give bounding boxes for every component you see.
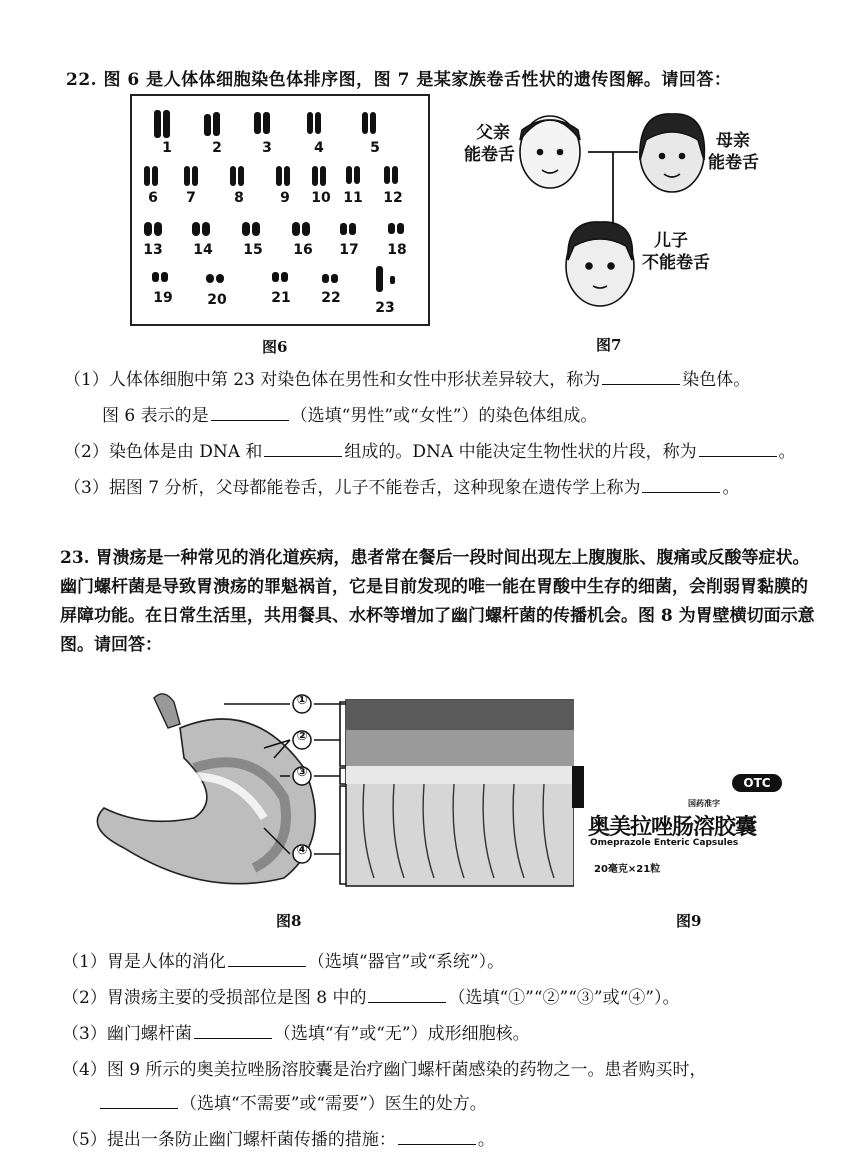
q23-sub4-cont: （选填“不需要”或“需要”）医生的处方。 [98, 1092, 487, 1116]
chromosome-label: 16 [293, 242, 313, 258]
chromosome-label: 12 [383, 190, 403, 206]
marker-2: ② [296, 729, 308, 744]
chromosome-label: 19 [153, 290, 173, 306]
figure-8-caption: 图8 [276, 912, 302, 930]
answer-blank[interactable] [264, 440, 342, 457]
chromosome-label: 1 [162, 140, 172, 156]
q23-sub1: （1）胃是人体的消化 （选填“器官”或“系统”）。 [62, 952, 505, 972]
q22-header: 22. 图 6 是人体体细胞染色体排序图，图 7 是某家族卷舌性状的遗传图解。请回答： [66, 70, 732, 90]
q23-sub3: （3）幽门螺杆菌 （选填“有”或“无”）成形细胞核。 [62, 1024, 530, 1044]
chromosome-label: 3 [262, 140, 272, 156]
chromosome-label: 10 [311, 190, 331, 206]
q22-sub1: （1）人体体细胞中第 23 对染色体在男性和女性中形状差异较大，称为 染色体。 [64, 370, 751, 390]
package-bar [572, 766, 584, 808]
figure-9-caption: 图9 [676, 912, 702, 930]
q22-sub1-cont: 图 6 表示的是 （选填“男性”或“女性”）的染色体组成。 [102, 406, 598, 426]
son-label: 儿子 不能卷舌 [642, 231, 710, 273]
chromosome-label: 23 [375, 300, 395, 316]
answer-blank[interactable] [228, 950, 306, 967]
answer-blank[interactable] [398, 1128, 476, 1145]
answer-blank[interactable] [211, 404, 289, 421]
drug-name-cn: 奥美拉唑肠溶胶囊 [588, 815, 757, 840]
figure-7-caption: 图7 [596, 336, 622, 354]
chromosome-label: 4 [314, 140, 324, 156]
chromosome-label: 5 [370, 140, 380, 156]
mother-label: 母亲 能卷舌 [708, 131, 759, 173]
marker-3: ③ [296, 765, 308, 780]
chromosome-label: 7 [186, 190, 196, 206]
q22-sub3: （3）据图 7 分析，父母都能卷舌，儿子不能卷舌，这种现象在遗传学上称为 。 [64, 478, 740, 498]
chromosome-label: 8 [234, 190, 244, 206]
drug-spec: 20毫克×21粒 [594, 864, 661, 875]
figure-9-drug-package [572, 760, 802, 880]
drug-approval-text: 国药准字 [688, 799, 720, 808]
chromosome-label: 2 [212, 140, 222, 156]
father-label: 父亲 能卷舌 [464, 123, 515, 165]
marker-1: ① [296, 693, 308, 708]
drug-name-en: Omeprazole Enteric Capsules [590, 838, 739, 848]
answer-blank[interactable] [699, 440, 777, 457]
q23-sub5: （5）提出一条防止幽门螺杆菌传播的措施： 。 [62, 1130, 495, 1150]
chromosome-label: 13 [143, 242, 163, 258]
figure-8-stomach-wall [84, 688, 574, 888]
answer-blank[interactable] [194, 1022, 272, 1039]
chromosome-label: 15 [243, 242, 263, 258]
answer-blank[interactable] [100, 1092, 178, 1109]
q23-sub2: （2）胃溃疡主要的受损部位是图 8 中的 （选填“①”“②”“③”或“④”）。 [62, 988, 680, 1008]
son-face-icon [566, 222, 634, 306]
father-face-icon [520, 116, 580, 188]
marker-4: ④ [296, 843, 308, 858]
figure-6-karyotype [130, 94, 430, 326]
chromosome-label: 20 [207, 292, 227, 308]
answer-blank[interactable] [602, 368, 680, 385]
otc-badge: OTC [732, 774, 782, 792]
chromosome-label: 14 [193, 242, 213, 258]
q23-sub4: （4）图 9 所示的奥美拉唑肠溶胶囊是治疗幽门螺杆菌感染的药物之一。患者购买时， [62, 1060, 707, 1080]
answer-blank[interactable] [642, 476, 720, 493]
figure-7-pedigree [450, 100, 790, 340]
chromosome-label: 21 [271, 290, 291, 306]
chromosome-label: 11 [343, 190, 363, 206]
figure-6-caption: 图6 [262, 338, 288, 356]
chromosome-label: 6 [148, 190, 158, 206]
q23-intro: 23. 胃溃疡是一种常见的消化道疾病，患者常在餐后一段时间出现左上腹腹胀、腹痛或反酸等症状。幽门螺杆菌是导致胃溃疡的罪魁祸首，它是目前发现的唯一能在胃酸中生存的细菌，会削弱胃黏膜的屏障功能。在日常生活里，共用餐具、水杯等增加了幽门螺杆菌的传播机会。图 8 为胃壁横切面示意图。请回答： [60, 548, 815, 655]
chromosome-label: 17 [339, 242, 359, 258]
chromosome-label: 18 [387, 242, 407, 258]
q22-sub2: （2）染色体是由 DNA 和 组成的。DNA 中能决定生物性状的片段，称为 。 [64, 442, 796, 462]
mother-face-icon [640, 114, 705, 192]
chromosome-label: 22 [321, 290, 341, 306]
stomach-drawing [84, 688, 574, 888]
chromosome-label: 9 [280, 190, 290, 206]
answer-blank[interactable] [368, 986, 446, 1003]
